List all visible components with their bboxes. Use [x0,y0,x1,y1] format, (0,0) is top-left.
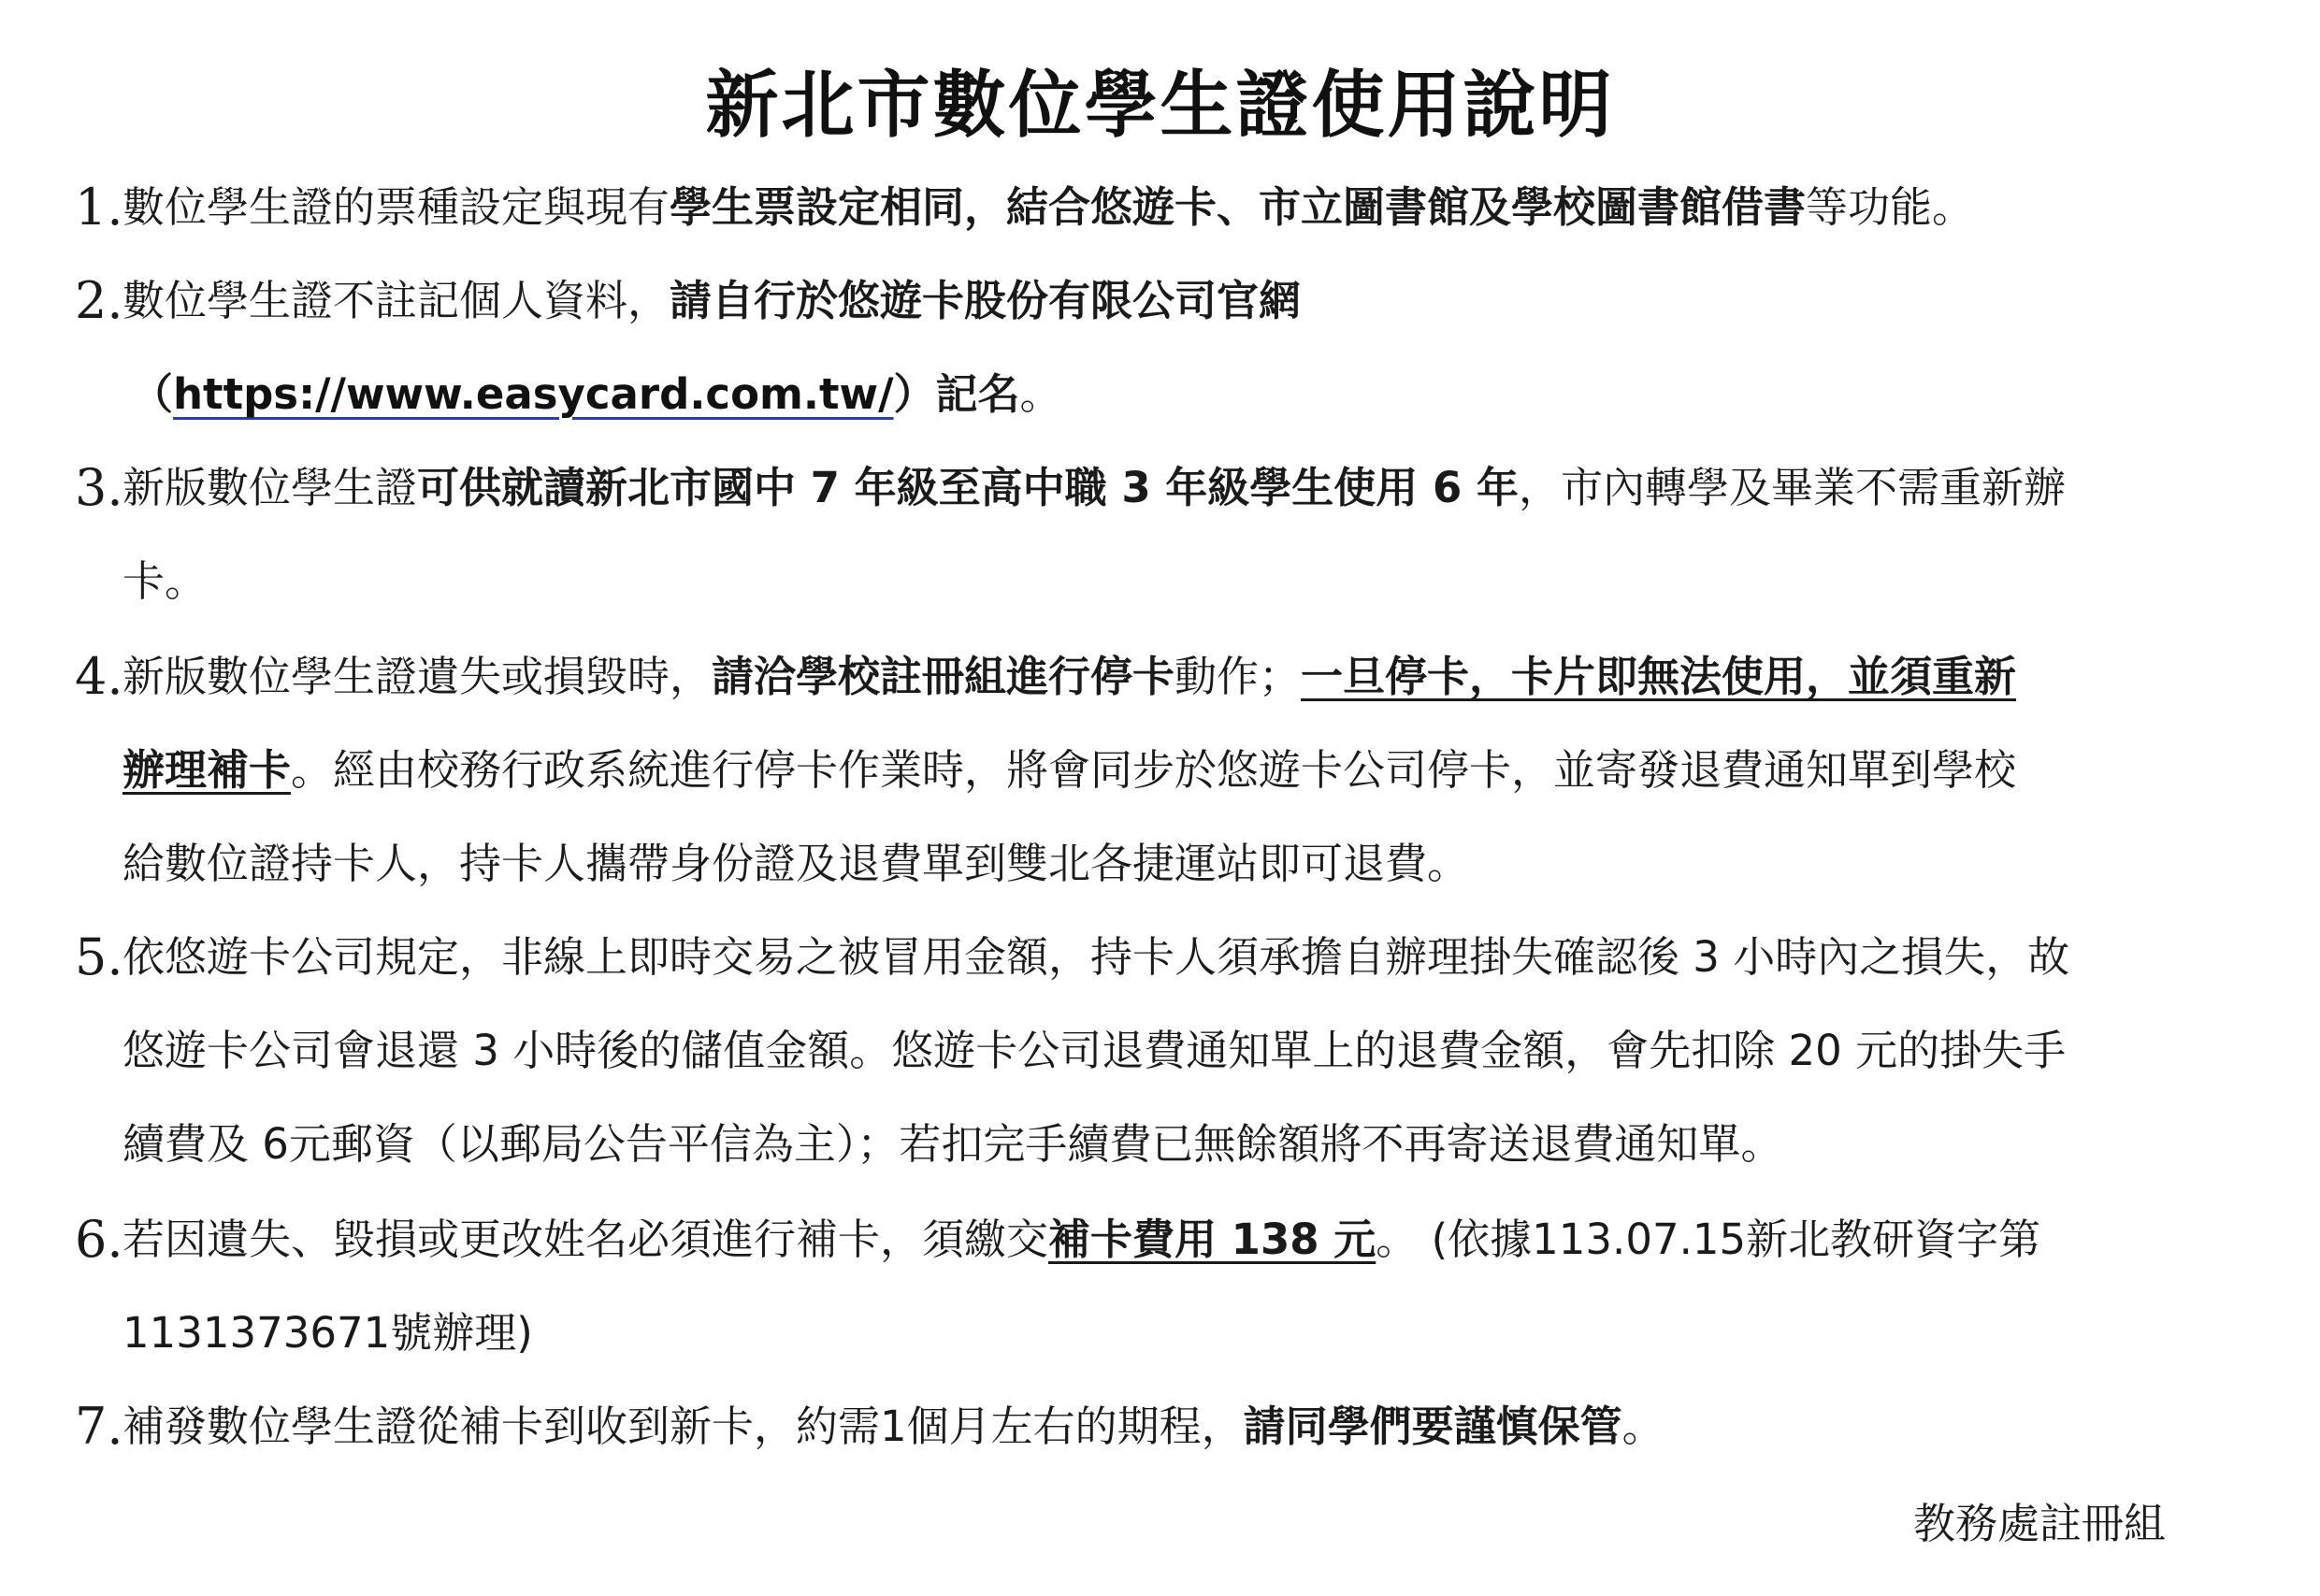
item-6-fee: 補卡費用 138 元 [1048,1215,1376,1264]
item-3-line-2: 卡。 [122,556,208,606]
item-1 [122,180,1974,236]
item-7-number: 7. [75,1397,123,1456]
item-1-text: 數位學生證的票種設定與現有 [122,182,670,232]
item-2-text: 數位學生證不註記個人資料， [122,276,670,325]
item-2-bold: 請自行於悠遊卡股份有限公司官網 [670,276,1302,325]
page-title: 新北市數位學生證使用說明 [705,64,1615,148]
item-4-mid: 動作； [1174,652,1302,701]
item-2-line-2 [131,367,1062,423]
item-1-tail: 等功能。 [1806,182,1975,232]
item-7 [122,1399,1664,1455]
item-7-bold: 請同學們要謹慎保管 [1243,1402,1622,1451]
item-4-line-2 [122,742,2016,798]
item-4-number: 4. [75,647,123,706]
item-6-line-1 [122,1212,2040,1268]
easycard-link[interactable]: https://www.easycard.com.tw/ [173,369,894,419]
signature: 教務處註冊組 [1912,1499,2166,1548]
item-5-line-2: 悠遊卡公司會退還 3 小時後的儲值金額。悠遊卡公司退費通知單上的退費金額，會先扣除 20 元的掛失手 [122,1026,2067,1075]
item-6-text: 若因遺失、毀損或更改姓名必須進行補卡，須繳交 [122,1215,1049,1264]
item-1-number: 1. [75,178,123,237]
item-4-text-2: 。經由校務行政系統進行停卡作業時，將會同步於悠遊卡公司停卡，並寄發退費通知單到學校 [291,745,2017,795]
item-6-line-2: 1131373671號辦理) [122,1308,533,1358]
item-4-underlined-2: 辦理補卡 [122,745,292,795]
item-2-number: 2. [75,271,123,330]
item-4-line-1 [122,649,2016,705]
item-6-tail: 。 (依據113.07.15新北教研資字第 [1376,1215,2041,1264]
item-4-underlined-1: 一旦停卡，卡片即無法使用，並須重新 [1301,652,2017,701]
paren-open: （ [131,369,174,419]
item-3-text: 新版數位學生證 [122,463,418,512]
item-7-end: 。 [1621,1402,1664,1451]
item-3-number: 3. [75,458,123,517]
item-3-bold: 可供就讀新北市國中 7 年級至高中職 3 年級學生使用 6 年 [417,463,1519,512]
item-1-bold: 學生票設定相同，結合悠遊卡、市立圖書館及學校圖書館借書 [670,182,1807,232]
register-text: ）記名 [893,369,1020,419]
item-4-line-3: 給數位證持卡人，持卡人攜帶身份證及退費單到雙北各捷運站即可退費。 [122,839,1470,888]
item-5-line-1: 依悠遊卡公司規定，非線上即時交易之被冒用金額，持卡人須承擔自辦理掛失確認後 3 小時內之損失，故 [122,932,2070,982]
item-3-tail: ，市內轉學及畢業不需重新辦 [1518,463,2066,512]
item-4-bold: 請洽學校註冊組進行停卡 [712,652,1175,701]
item-4-text: 新版數位學生證遺失或損毀時， [122,652,713,701]
item-7-text: 補發數位學生證從補卡到收到新卡，約需1個月左右的期程， [122,1402,1244,1451]
item-2-line-1 [122,273,1301,329]
item-5-line-3: 續費及 6元郵資（以郵局公告平信為主）；若扣完手續費已無餘額將不再寄送退費通知單。 [122,1119,1783,1169]
item-6-number: 6. [75,1210,123,1269]
item-3-line-1 [122,460,2066,516]
item-5-number: 5. [75,927,123,986]
item-2-end: 。 [1019,369,1062,419]
